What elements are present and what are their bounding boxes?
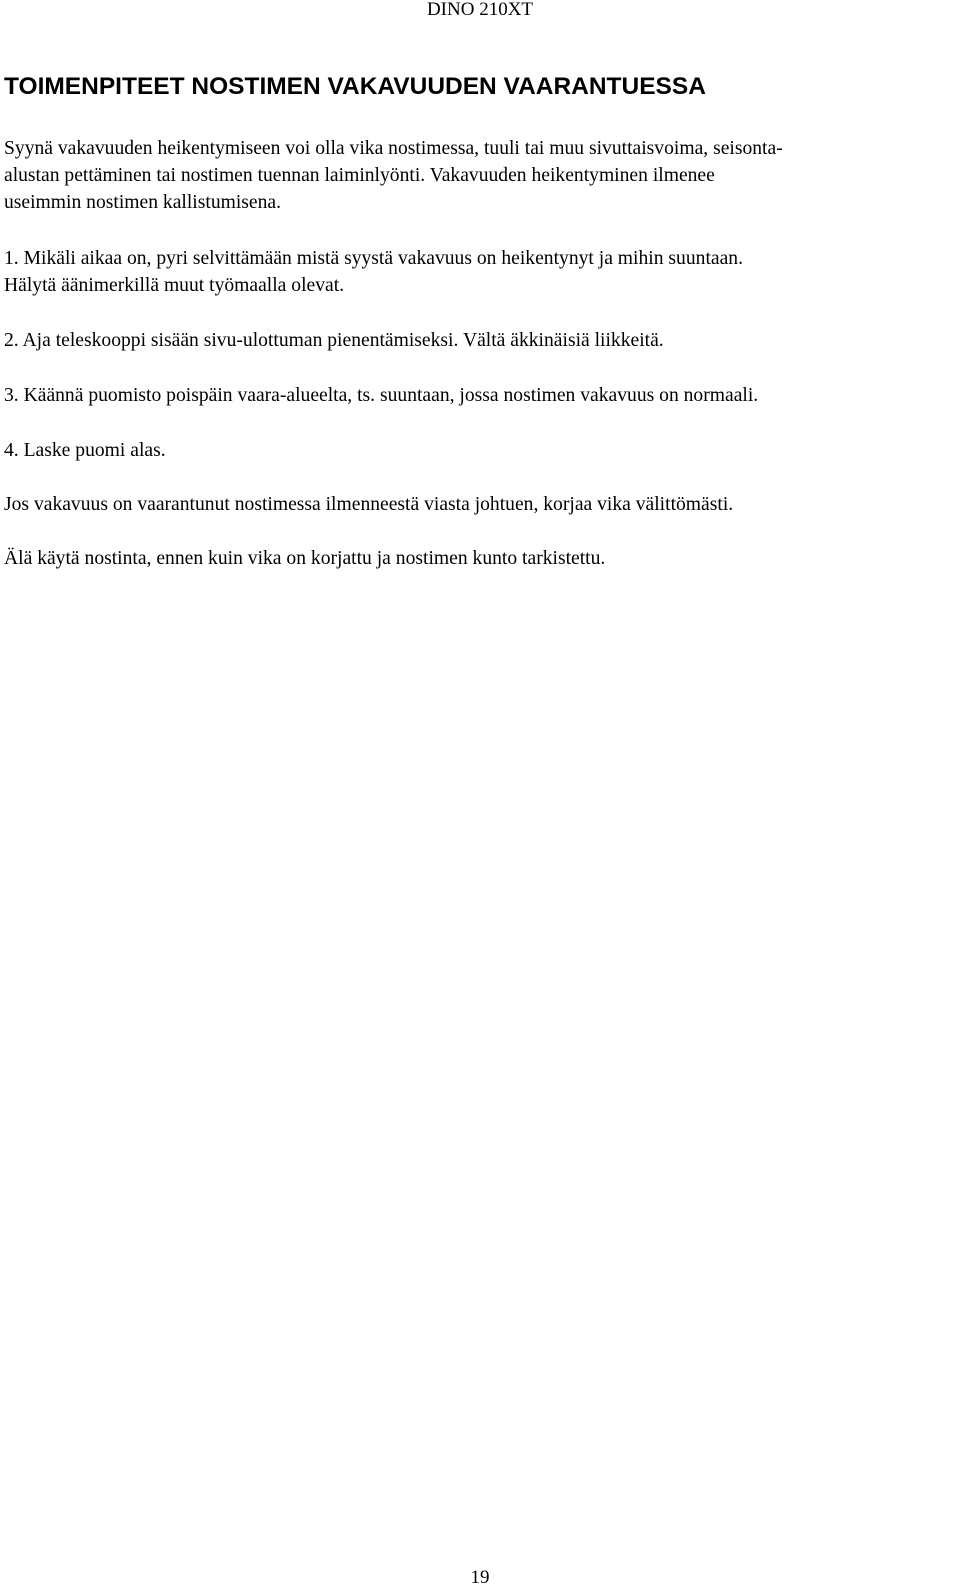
step-line: 4. Laske puomi alas. <box>4 440 166 461</box>
intro-line: alustan pettäminen tai nostimen tuennan laiminlyönti. Vakavuuden heikentyminen ilmenee <box>4 165 715 186</box>
step-line: Hälytä äänimerkillä muut työmaalla olevat. <box>4 275 345 296</box>
closing-paragraph-1 <box>4 491 956 518</box>
intro-line: useimmin nostimen kallistumisena. <box>4 192 282 213</box>
closing-line: Älä käytä nostinta, ennen kuin vika on korjattu ja nostimen kunto tarkistettu. <box>4 548 606 569</box>
step-1 <box>4 245 956 299</box>
running-header: DINO 210XT <box>426 0 534 20</box>
step-3 <box>4 382 956 409</box>
page-title: TOIMENPITEET NOSTIMEN VAKAVUUDEN VAARANTUESSA <box>4 73 706 100</box>
intro-paragraph <box>4 135 956 216</box>
page-number: 19 <box>470 1567 490 1588</box>
step-line: 2. Aja teleskooppi sisään sivu-ulottuman pienentämiseksi. Vältä äkkinäisiä liikkeitä. <box>4 330 664 351</box>
closing-line: Jos vakavuus on vaarantunut nostimessa ilmenneestä viasta johtuen, korjaa vika välittömästi. <box>4 494 734 515</box>
step-line: 3. Käännä puomisto poispäin vaara-alueelta, ts. suuntaan, jossa nostimen vakavuus on normaali. <box>4 385 759 406</box>
step-4 <box>4 437 956 464</box>
intro-line: Syynä vakavuuden heikentymiseen voi olla vika nostimessa, tuuli tai muu sivuttaisvoima, seisonta- <box>4 138 783 159</box>
closing-paragraph-2 <box>4 545 956 572</box>
step-line: 1. Mikäli aikaa on, pyri selvittämään mistä syystä vakavuus on heikentynyt ja mihin suuntaan. <box>4 248 743 269</box>
step-2 <box>4 327 956 354</box>
